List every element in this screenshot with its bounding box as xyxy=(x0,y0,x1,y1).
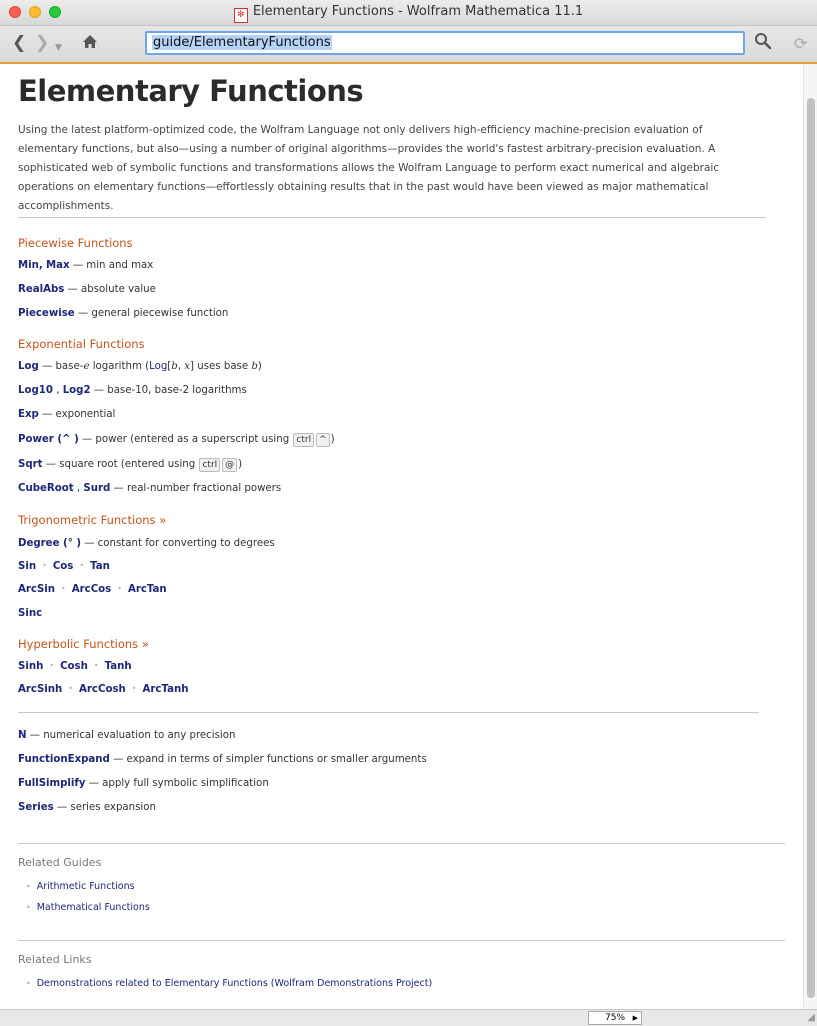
function-line: Sqrt — square root (entered using ctrl @ ) xyxy=(18,459,243,470)
title-bar xyxy=(0,0,817,26)
intro-text: Using the latest platform-optimized code, the Wolfram Language not only delivers high-efficiency machine-precision evaluation of elementary functions, but also—using a number of original algorithms—provides the world's fastest arbitrary-precision evaluation. A sophisticated web of symbolic functions and transformations allows the Wolfram Language to perform exact numerical and algebraic operations on elementary functions—effortlessly obtaining results that in the past would have been viewed as major mathematical accomplishments. xyxy=(18,124,720,212)
function-line xyxy=(18,608,42,619)
function-line: Log10 , Log2 — base-10, base-2 logarithms xyxy=(18,385,247,396)
function-line: Series — series expansion xyxy=(18,802,156,813)
function-link-arcsinh[interactable]: ArcSinh xyxy=(18,684,63,695)
scrollbar-thumb[interactable] xyxy=(807,98,815,998)
function-line: ArcSin • ArcCos • ArcTan xyxy=(18,584,167,595)
key-ctrl: ctrl xyxy=(293,433,314,447)
function-link-arctan[interactable]: ArcTan xyxy=(127,584,167,595)
function-link-piecewise[interactable]: Piecewise xyxy=(18,308,75,319)
function-link-sinh[interactable]: Sinh xyxy=(18,661,44,672)
toolbar xyxy=(0,26,817,64)
zoom-level: 75% xyxy=(605,1013,626,1023)
function-line: CubeRoot , Surd — real-number fractional powers xyxy=(18,483,282,494)
function-link-power[interactable]: Power xyxy=(18,434,54,445)
related-guide-link[interactable]: • Mathematical Functions xyxy=(26,902,150,913)
section-trigonometric[interactable]: Trigonometric Functions » xyxy=(18,513,167,527)
function-link-min[interactable]: Min xyxy=(18,260,39,271)
function-link-surd[interactable]: Surd xyxy=(83,483,111,494)
function-link-log10[interactable]: Log10 xyxy=(18,385,53,396)
function-line: N — numerical evaluation to any precision xyxy=(18,730,236,741)
function-link-arccos[interactable]: ArcCos xyxy=(71,584,112,595)
function-link-arccosh[interactable]: ArcCosh xyxy=(79,684,126,695)
function-line: Log — base-e logarithm (Log[b, x] uses base b) xyxy=(18,361,262,372)
document-content xyxy=(0,64,803,1009)
function-line: ArcSinh • ArcCosh • ArcTanh xyxy=(18,684,189,695)
function-link-degree[interactable]: Degree xyxy=(18,538,60,549)
function-line: RealAbs — absolute value xyxy=(18,284,156,295)
resize-grip-icon[interactable]: ◢ xyxy=(807,1012,815,1023)
related-guide-link[interactable]: • Arithmetic Functions xyxy=(26,881,135,892)
function-link-fullsimplify[interactable]: FullSimplify xyxy=(18,778,86,789)
divider xyxy=(18,712,759,713)
page-title: Elementary Functions xyxy=(18,74,364,108)
function-line: Min, Max — min and max xyxy=(18,260,154,271)
divider xyxy=(18,217,766,218)
function-link-n[interactable]: N xyxy=(18,730,27,741)
function-link-log-inline[interactable]: Log xyxy=(149,361,168,372)
section-exponential: Exponential Functions xyxy=(18,337,145,351)
function-link-exp[interactable]: Exp xyxy=(18,409,39,420)
function-link-cos[interactable]: Cos xyxy=(52,561,74,572)
function-link-sinc[interactable]: Sinc xyxy=(18,608,43,619)
key-at: @ xyxy=(222,458,237,472)
address-field[interactable] xyxy=(145,31,745,55)
section-hyperbolic[interactable]: Hyperbolic Functions » xyxy=(18,637,149,651)
back-icon[interactable]: ❮ xyxy=(12,33,27,53)
zoom-arrow-icon: ▶ xyxy=(632,1014,638,1022)
function-link-log[interactable]: Log xyxy=(18,361,39,372)
function-link-arcsin[interactable]: ArcSin xyxy=(18,584,56,595)
function-link-series[interactable]: Series xyxy=(18,802,54,813)
function-line: FunctionExpand — expand in terms of simpler functions or smaller arguments xyxy=(18,754,427,765)
function-link-arctanh[interactable]: ArcTanh xyxy=(142,684,189,695)
home-icon[interactable] xyxy=(82,34,98,53)
status-bar xyxy=(0,1009,817,1026)
search-icon[interactable] xyxy=(754,32,772,54)
function-link-sqrt[interactable]: Sqrt xyxy=(18,459,43,470)
function-line: Degree (° ) — constant for converting to degrees xyxy=(18,538,275,549)
function-link-log2[interactable]: Log2 xyxy=(62,385,91,396)
related-guides-heading: Related Guides xyxy=(18,856,102,869)
window-title: ✻ Elementary Functions - Wolfram Mathematica 11.1 xyxy=(0,4,817,23)
function-line: Power (^ ) — power (entered as a superscript using ctrl ^ ) xyxy=(18,434,335,445)
function-link-cuberoot[interactable]: CubeRoot xyxy=(18,483,74,494)
section-piecewise: Piecewise Functions xyxy=(18,236,133,250)
history-dropdown-icon[interactable]: ▼ xyxy=(55,43,62,53)
vertical-scrollbar[interactable] xyxy=(803,64,817,1009)
key-caret: ^ xyxy=(316,433,330,447)
zoom-selector[interactable] xyxy=(588,1011,642,1025)
function-line: Exp — exponential xyxy=(18,409,116,420)
function-line: FullSimplify — apply full symbolic simplification xyxy=(18,778,269,789)
address-text[interactable]: guide/ElementaryFunctions xyxy=(153,35,331,50)
function-link-max[interactable]: Max xyxy=(46,260,70,271)
function-link-functionexpand[interactable]: FunctionExpand xyxy=(18,754,110,765)
divider xyxy=(18,940,785,941)
function-line: Piecewise — general piecewise function xyxy=(18,308,229,319)
function-link-tan[interactable]: Tan xyxy=(90,561,110,572)
function-link-cosh[interactable]: Cosh xyxy=(60,661,88,672)
divider xyxy=(18,843,785,844)
related-links-heading: Related Links xyxy=(18,953,92,966)
key-ctrl: ctrl xyxy=(199,458,220,472)
forward-icon[interactable]: ❯ xyxy=(35,33,50,53)
function-link-sin[interactable]: Sin xyxy=(18,561,37,572)
related-link[interactable]: • Demonstrations related to Elementary Functions (Wolfram Demonstrations Project) xyxy=(26,978,433,989)
function-line: Sin • Cos • Tan xyxy=(18,561,110,572)
function-link-realabs[interactable]: RealAbs xyxy=(18,284,65,295)
refresh-icon[interactable]: ⟳ xyxy=(794,34,808,53)
function-line: Sinh • Cosh • Tanh xyxy=(18,661,132,672)
function-link-tanh[interactable]: Tanh xyxy=(104,661,132,672)
document-icon: ✻ xyxy=(234,8,248,23)
